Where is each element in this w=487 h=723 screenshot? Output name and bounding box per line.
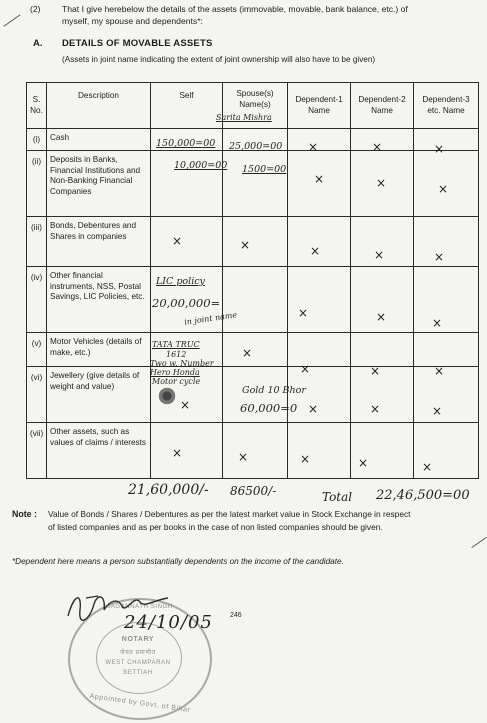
seal-line4: BETTIAH	[123, 670, 153, 676]
cross-mark: ×	[434, 364, 445, 378]
deposits-self-value: 10,000=00	[174, 160, 228, 171]
header-description: Description	[47, 83, 151, 129]
cross-mark: ×	[358, 456, 369, 470]
row-description: Jewellery (give details of weight and value)	[47, 367, 151, 423]
vehicle-line4: Hero Honda	[150, 368, 200, 377]
row-sno: (ii)	[27, 151, 47, 217]
intro-text-line2: myself, my spouse and dependents*:	[62, 16, 203, 26]
vehicle-line3: Two w. Number	[150, 359, 214, 368]
cross-mark: ×	[308, 140, 319, 154]
cash-self-value: 150,000=00	[156, 138, 216, 149]
jewellery-spouse-line2: 60,000=0	[240, 401, 298, 415]
header-dependent-3: Dependent-3 etc. Name	[414, 83, 479, 129]
row-sno: (v)	[27, 333, 47, 367]
row-description: Other financial instruments, NSS, Postal Savings, LIC Policies, etc.	[47, 267, 151, 333]
cross-mark: ×	[434, 142, 445, 156]
intro-number: (2)	[30, 4, 41, 14]
table-row	[27, 267, 479, 333]
intro-text-line1: That I give herebelow the details of the assets (immovable, movable, bank balance, etc.) of	[62, 4, 408, 14]
header-dependent-1: Dependent-1 Name	[288, 83, 351, 129]
cross-mark: ×	[300, 362, 311, 376]
cross-mark: ×	[376, 176, 387, 190]
cross-mark: ×	[310, 244, 321, 258]
self-total: 21,60,000/-	[128, 482, 209, 498]
cross-mark: ×	[376, 310, 387, 324]
cross-mark: ×	[238, 450, 249, 464]
vehicle-line5: Motor cycle	[152, 377, 201, 386]
cross-mark: ×	[370, 364, 381, 378]
row-sno: (i)	[27, 129, 47, 151]
cross-mark: ×	[432, 316, 443, 330]
table-row	[27, 217, 479, 267]
header-spouse-line2: Name(s)	[239, 99, 271, 109]
row-description: Other assets, such as values of claims / interests	[47, 423, 151, 479]
margin-slash	[4, 14, 21, 26]
jewellery-spouse-line1: Gold 10 Bhor	[242, 385, 306, 396]
seal-line3: WEST CHAMPARAN	[105, 660, 171, 666]
header-spouse-line1: Spouse(s)	[236, 89, 274, 98]
cash-spouse-value: 25,000=00	[229, 141, 283, 152]
cross-mark: ×	[314, 172, 325, 186]
cross-mark: ×	[308, 402, 319, 416]
cross-mark: ×	[242, 346, 253, 360]
cross-mark: ×	[172, 234, 183, 248]
row-description: Bonds, Debentures and Shares in companies	[47, 217, 151, 267]
header-dependent-2: Dependent-2 Name	[351, 83, 414, 129]
cross-mark: ×	[370, 402, 381, 416]
table-row	[27, 423, 479, 479]
header-self: Self	[151, 83, 223, 129]
cross-mark: ×	[438, 182, 449, 196]
note-label: Note :	[12, 509, 37, 519]
spouse-name-handwritten: Sarita Mishra	[216, 113, 272, 122]
grand-total-label: Total	[322, 490, 353, 504]
page-mark: 246	[230, 612, 242, 619]
cross-mark: ×	[172, 446, 183, 460]
table-row	[27, 151, 479, 217]
vehicle-line2: 1612	[166, 350, 187, 359]
cross-mark: ×	[298, 306, 309, 320]
grand-total-value: 22,46,500=00	[376, 488, 470, 503]
row-description: Motor Vehicles (details of make, etc.)	[47, 333, 151, 367]
section-title: DETAILS OF MOVABLE ASSETS	[62, 38, 213, 49]
row-sno: (vi)	[27, 367, 47, 423]
signature-date: 24/10/05	[124, 612, 213, 633]
spouse-total: 86500/-	[230, 484, 277, 498]
row-description: Deposits in Banks, Financial Institutions and Non-Banking Financial Companies	[47, 151, 151, 217]
cross-mark: ×	[432, 404, 443, 418]
vehicle-line1: TATA TRUC	[152, 340, 200, 349]
cross-mark: ×	[374, 248, 385, 262]
row-sno: (iii)	[27, 217, 47, 267]
seal-line2: जेयत प्रमाणीत	[120, 650, 156, 656]
note-footnote: *Dependent here means a person substantially dependents on the income of the candidate.	[12, 557, 344, 566]
lic-joint-note: in joint name	[183, 310, 238, 327]
note-text-line1: Value of Bonds / Shares / Debentures as per the latest market value in Stock Exchange in respect	[48, 509, 411, 519]
cross-mark: ×	[422, 460, 433, 474]
deposits-spouse-value: 1500=00	[242, 164, 287, 175]
row-sno: (vii)	[27, 423, 47, 479]
lic-policy-value: 20,00,000=	[152, 296, 221, 310]
seal-bottom-text: Appointed by Govt. of Bihar	[89, 692, 191, 715]
margin-slash-2	[471, 537, 486, 548]
section-subtitle: (Assets in joint name indicating the extent of joint ownership will also have to be given)	[62, 55, 376, 64]
cross-mark: ×	[240, 238, 251, 252]
ink-scribble-icon	[156, 386, 178, 406]
cross-mark: ×	[372, 140, 383, 154]
row-description: Cash	[47, 129, 151, 151]
cross-mark: ×	[180, 398, 191, 412]
section-letter: A.	[33, 38, 43, 49]
cross-mark: ×	[434, 250, 445, 264]
note-text-line2: of listed companies and as per books in the case of non listed companies should be given.	[48, 522, 383, 532]
seal-line1: NOTARY	[121, 636, 155, 643]
cross-mark: ×	[300, 452, 311, 466]
header-sno: S. No.	[27, 83, 47, 129]
seal-top-text: JAGANNATH SINGH	[107, 604, 173, 610]
row-sno: (iv)	[27, 267, 47, 333]
lic-policy-label: LIC policy	[156, 276, 205, 287]
table-row	[27, 333, 479, 367]
